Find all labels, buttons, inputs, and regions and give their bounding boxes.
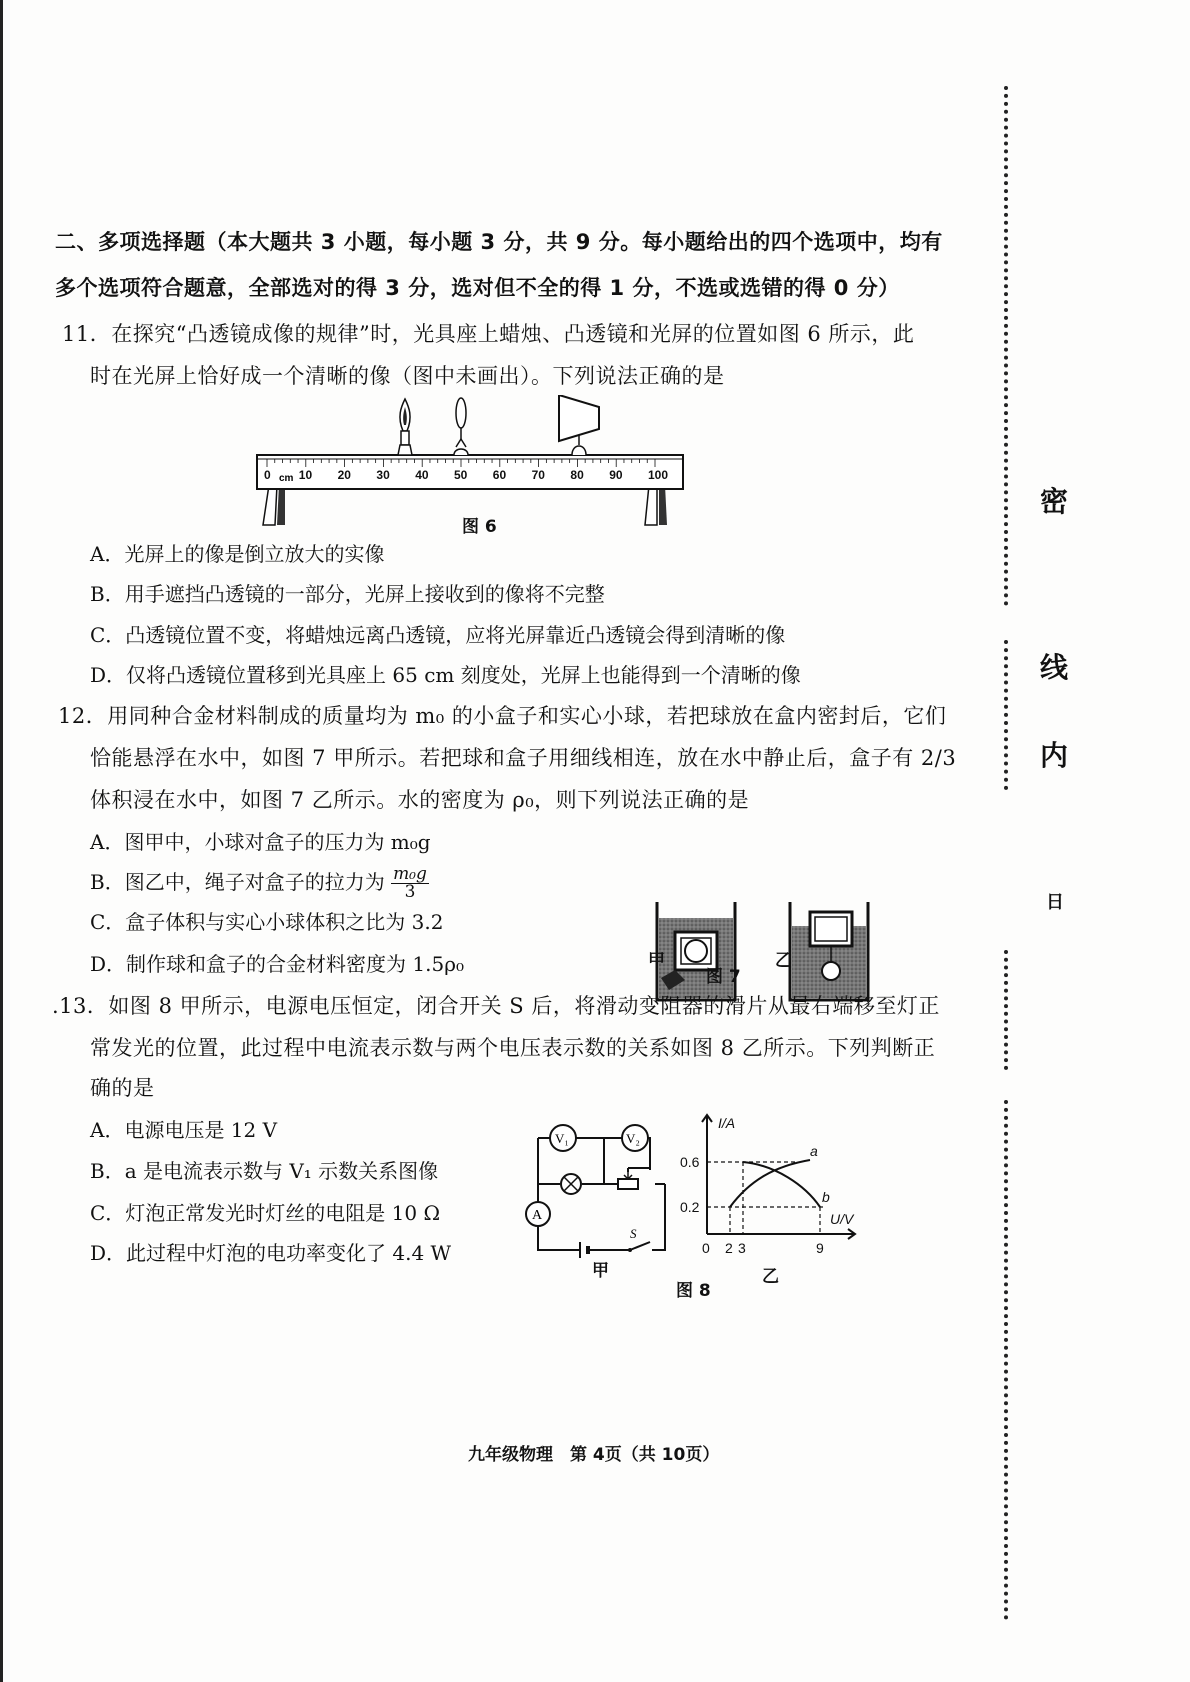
figure8-graph-label: 乙 bbox=[762, 1267, 779, 1287]
graph-y-tick-0-2: 0.2 bbox=[680, 1199, 700, 1215]
section-heading-line1: 二、多项选择题（本大题共 3 小题，每小题 3 分，共 9 分。每小题给出的四个选项中，均有 bbox=[55, 230, 943, 254]
q13-option-d: D．此过程中灯泡的电功率变化了 4.4 W bbox=[90, 1241, 452, 1265]
seal-dotted-line-lower bbox=[1004, 950, 1008, 1070]
figure7-label-jia: 甲 bbox=[648, 951, 665, 971]
q12-option-b-row bbox=[90, 866, 429, 901]
q12-option-b-fraction bbox=[391, 866, 429, 901]
ruler-label: 0 bbox=[264, 468, 271, 482]
ruler-label: 60 bbox=[492, 468, 507, 482]
light-screen bbox=[559, 395, 599, 455]
svg-text:A: A bbox=[532, 1208, 543, 1223]
seal-dotted-line-bottom bbox=[1004, 1100, 1008, 1620]
svg-text:V₂: V₂ bbox=[626, 1131, 640, 1146]
seal-char-ri: 日 bbox=[1046, 892, 1064, 913]
q13-option-b: B．a 是电流表示数与 V₁ 示数关系图像 bbox=[90, 1159, 439, 1183]
q12-option-a: A．图甲中，小球对盒子的压力为 m₀g bbox=[90, 830, 431, 854]
figure8-caption: 图 8 bbox=[676, 1281, 711, 1301]
svg-text:S: S bbox=[630, 1226, 637, 1241]
q12-option-d: D．制作球和盒子的合金材料密度为 1.5ρ₀ bbox=[90, 952, 464, 976]
ruler-label: 70 bbox=[531, 468, 545, 482]
ruler-label: 30 bbox=[376, 468, 390, 482]
bench-left-leg-shade bbox=[277, 485, 285, 525]
voltmeter-v2 bbox=[622, 1125, 648, 1151]
q12-stem-line3: 体积浸在水中，如图 7 乙所示。水的密度为 ρ₀，则下列说法正确的是 bbox=[90, 788, 750, 812]
seal-char-xian: 线 bbox=[1040, 651, 1069, 684]
curve-a-label: a bbox=[810, 1143, 818, 1159]
seal-dotted-line-middle bbox=[1004, 640, 1008, 790]
page-footer: 九年级物理 第 4页（共 10页） bbox=[468, 1445, 720, 1465]
voltmeter-v1 bbox=[550, 1125, 576, 1151]
q11-stem-line2: 时在光屏上恰好成一个清晰的像（图中未画出）。下列说法正确的是 bbox=[90, 364, 725, 388]
q13-stem-line3: 确的是 bbox=[90, 1076, 155, 1100]
svg-text:V₁: V₁ bbox=[555, 1131, 569, 1146]
seal-dotted-line-top bbox=[1004, 86, 1008, 606]
q11-option-d: D．仅将凸透镜位置移到光具座上 65 cm 刻度处，光屏上也能得到一个清晰的像 bbox=[90, 663, 801, 687]
ruler-label: 100 bbox=[648, 468, 669, 482]
q13-option-a: A．电源电压是 12 V bbox=[90, 1118, 278, 1142]
candle bbox=[398, 399, 412, 455]
figure8-circuit-label: 甲 bbox=[592, 1261, 609, 1281]
container-yi bbox=[790, 902, 868, 1000]
ruler-label: 90 bbox=[609, 468, 623, 482]
ruler-label: 40 bbox=[415, 468, 429, 482]
q11-option-b: B．用手遮挡凸透镜的一部分，光屏上接收到的像将不完整 bbox=[90, 582, 605, 606]
q12-stem-line2: 恰能悬浮在水中，如图 7 甲所示。若把球和盒子用细线相连，放在水中静止后，盒子有 2/3 bbox=[90, 746, 957, 770]
q11-stem-line1: 11．在探究“凸透镜成像的规律”时，光具座上蜡烛、凸透镜和光屏的位置如图 6 所示，此 bbox=[62, 322, 915, 346]
section-heading-line2: 多个选项符合题意，全部选对的得 3 分，选对但不全的得 1 分，不选或选错的得 0 分） bbox=[55, 276, 900, 300]
q13-stem-line1: .13．如图 8 甲所示，电源电压恒定，闭合开关 S 后，将滑动变阻器的滑片从最右端移至灯正 bbox=[52, 994, 940, 1018]
q11-option-a: A．光屏上的像是倒立放大的实像 bbox=[90, 542, 385, 566]
ruler-label: 10 bbox=[298, 468, 313, 482]
bench-left-leg bbox=[263, 485, 277, 525]
fraction-denominator: 3 bbox=[404, 882, 416, 902]
ruler-label: 20 bbox=[337, 468, 351, 482]
figure6-caption: 图 6 bbox=[462, 517, 497, 537]
ruler-unit: cm bbox=[279, 473, 294, 484]
figure7-caption: 图 7 bbox=[706, 967, 741, 987]
ruler-label: 50 bbox=[454, 468, 468, 482]
bench-right-leg-shade bbox=[659, 485, 667, 525]
rheostat bbox=[618, 1172, 638, 1189]
q12-stem-line1: 12．用同种合金材料制成的质量均为 m₀ 的小盒子和实心小球，若把球放在盒内密封后，它们 bbox=[58, 704, 947, 728]
ammeter bbox=[526, 1202, 550, 1226]
lamp bbox=[561, 1174, 581, 1194]
seal-char-nei: 内 bbox=[1040, 739, 1069, 772]
graph-x-tick-2: 2 bbox=[725, 1240, 733, 1256]
curve-b bbox=[743, 1162, 820, 1207]
graph-y-axis-label: I/A bbox=[718, 1115, 736, 1131]
q12-option-c: C．盒子体积与实心小球体积之比为 3.2 bbox=[90, 910, 444, 934]
q13-option-c: C．灯泡正常发光时灯丝的电阻是 10 Ω bbox=[90, 1201, 441, 1225]
convex-lens bbox=[454, 398, 468, 455]
page-left-edge bbox=[0, 0, 3, 1682]
battery bbox=[580, 1242, 588, 1258]
graph-y-tick-0-6: 0.6 bbox=[680, 1154, 700, 1170]
graph-x-tick-0: 0 bbox=[702, 1240, 710, 1256]
curve-b-label: b bbox=[822, 1189, 830, 1205]
seal-char-mi: 密 bbox=[1040, 485, 1069, 518]
graph-x-axis-label: U/V bbox=[830, 1211, 854, 1227]
switch bbox=[628, 1226, 650, 1252]
graph-x-tick-9: 9 bbox=[816, 1240, 824, 1256]
graph-x-tick-3: 3 bbox=[738, 1240, 746, 1256]
q13-stem-line2: 常发光的位置，此过程中电流表示数与两个电压表示数的关系如图 8 乙所示。下列判断正 bbox=[90, 1036, 936, 1060]
q12-option-b: B．图乙中，绳子对盒子的拉力为 bbox=[90, 870, 385, 894]
bench-right-leg bbox=[645, 485, 657, 525]
figure7-label-yi: 乙 bbox=[775, 951, 792, 971]
figure8-circuit bbox=[520, 1110, 680, 1260]
figure8-graph bbox=[680, 1110, 860, 1270]
fraction-numerator: m₀g bbox=[393, 864, 427, 884]
ruler-label: 80 bbox=[570, 468, 584, 482]
q11-option-c: C．凸透镜位置不变，将蜡烛远离凸透镜，应将光屏靠近凸透镜会得到清晰的像 bbox=[90, 623, 786, 647]
